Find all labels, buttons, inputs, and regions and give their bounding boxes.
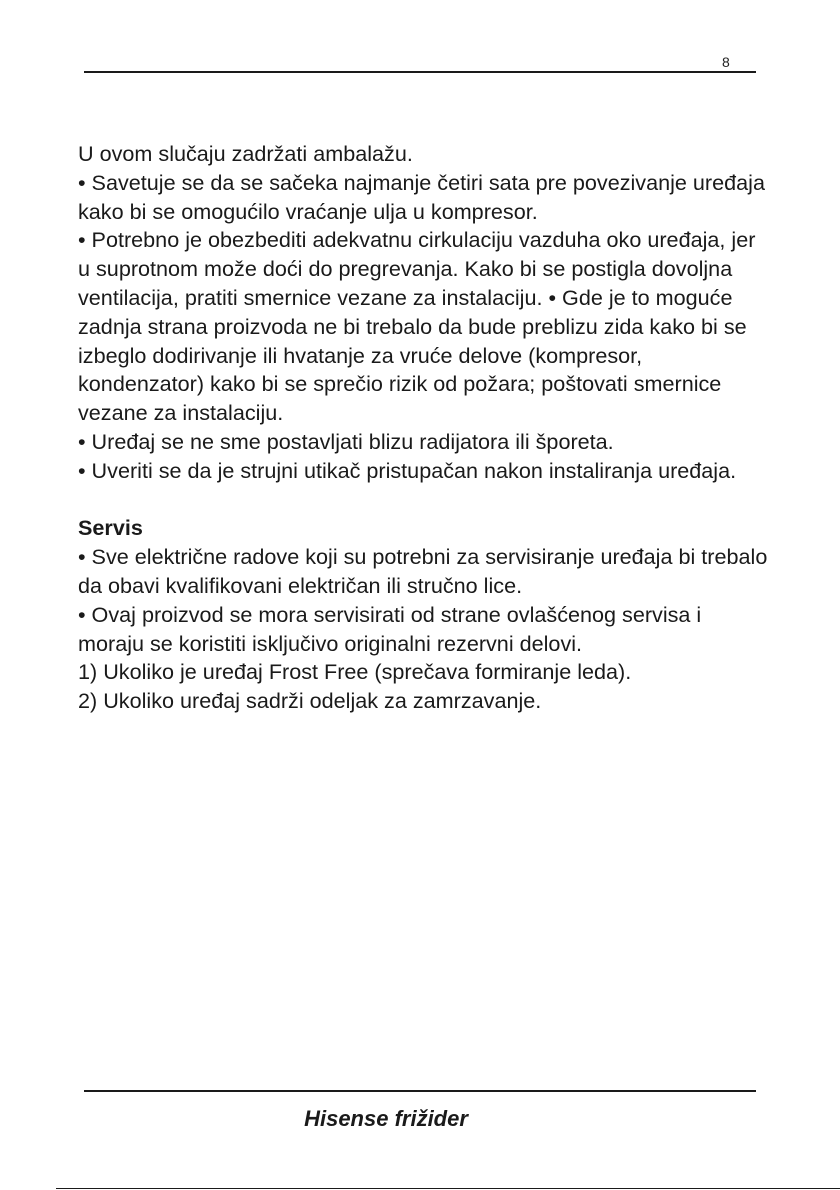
section-heading-servis: Servis	[78, 515, 143, 541]
paragraph-intro-0: U ovom slučaju zadržati ambalažu.	[78, 141, 413, 166]
paragraph-intro-1: • Savetuje se da se sačeka najmanje četiri sata pre povezivanje uređaja kako bi se omogućilo vraćanje ulja u kompresor.	[78, 169, 765, 224]
footer-brand: Hisense frižider	[304, 1106, 468, 1131]
paragraph-servis-3: 2) Ukoliko uređaj sadrži odeljak za zamrzavanje.	[78, 688, 542, 714]
paragraph-intro-4: • Uveriti se da je strujni utikač pristupačan nakon instaliranja uređaja.	[78, 457, 737, 483]
paragraph-servis-1: • Ovaj proizvod se mora servisirati od strane ovlašćenog servisa i moraju se koristiti isključivo originalni rezervni delovi.	[78, 601, 702, 656]
document-body	[78, 140, 768, 716]
paragraph-intro-2: • Potrebno je obezbediti adekvatnu cirkulaciju vazduha oko uređaja, jer u suprotnom može doći do pregrevanja. Kako bi se postigla dovoljna ventilacija, pratiti smernice vezane za instalaciju. • Gde je to moguće zadnja strana proizvoda ne bi trebalo da bude preblizu zida kako bi se izbeglo dodirivanje ili hvatanje za vruće delove (kompresor, kondenzator) kako bi se sprečio rizik od požara; poštovati smernice vezane za instalaciju.	[78, 227, 756, 426]
paragraph-intro-3: • Uređaj se ne sme postavljati blizu radijatora ili šporeta.	[78, 428, 614, 454]
paragraph-servis-2: 1) Ukoliko je uređaj Frost Free (sprečava formiranje leda).	[78, 659, 632, 685]
footer-divider	[84, 1090, 756, 1092]
page-bottom-divider	[56, 1188, 840, 1189]
page-number: 8	[722, 54, 730, 70]
header-divider	[84, 71, 756, 73]
paragraph-servis-0: • Sve električne radove koji su potrebni za servisiranje uređaja bi trebalo da obavi kvalifikovani električan ili stručno lice.	[78, 544, 768, 598]
section-spacer	[78, 486, 768, 515]
